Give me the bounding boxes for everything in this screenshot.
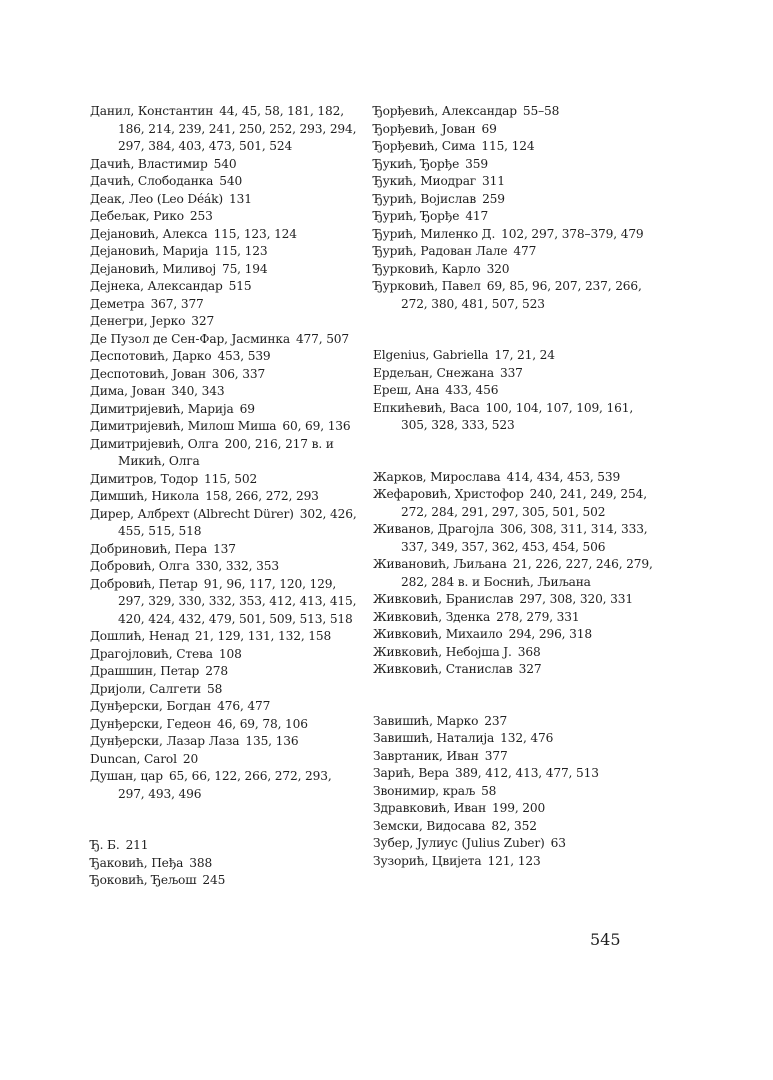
entry-name: Дунђерски, Гедеон (90, 716, 212, 731)
entry-pages: 320 (486, 261, 510, 276)
index-entry (373, 748, 653, 766)
entry-pages: 17, 21, 24 (494, 348, 555, 362)
entry-pages: 21, 129, 131, 132, 158 (194, 629, 332, 643)
entry-name: Душан, цар (90, 769, 163, 783)
entry-pages: 44, 45, 58, 181, 182, 186, 214, 239, 241, 250, 252, 293, 294, 297, 384, 403, 473, 501, 524 (118, 104, 357, 153)
index-column-left (90, 103, 360, 890)
entry-name: Ђаковић, Пеђа (90, 855, 184, 870)
letter-group-gap (373, 435, 653, 469)
entry-name: Живковић, Небојша Ј. (373, 644, 512, 659)
entry-pages: 20 (182, 751, 199, 766)
entry-name: Ђ. Б. (90, 838, 120, 852)
index-entry (90, 698, 360, 716)
entry-name: Зубер, Јулиус (Julius Zuber) (373, 836, 545, 850)
letter-group (90, 837, 360, 890)
entry-pages: 359 (465, 156, 488, 171)
index-entry (90, 313, 360, 331)
index-entry (373, 644, 653, 662)
entry-name: Зузорић, Цвијета (373, 853, 482, 868)
index-entry (373, 278, 653, 313)
entry-name: Ђурић, Војислав (373, 191, 477, 206)
letter-group-gap (373, 313, 653, 347)
index-entry (373, 730, 653, 748)
index-entry (373, 853, 653, 871)
entry-name: Ердељан, Снежана (373, 365, 494, 380)
entry-pages: 367, 377 (150, 296, 204, 311)
entry-name: Епкићевић, Васа (373, 400, 480, 415)
entry-name: Дејнека, Александар (90, 279, 223, 293)
index-entry (373, 173, 653, 191)
entry-name: Живковић, Станислав (373, 662, 513, 676)
entry-name: Завишић, Наталија (373, 731, 495, 745)
index-entry (90, 558, 360, 576)
entry-name: Деметра (90, 296, 145, 311)
entry-name: Деспотовић, Јован (90, 366, 206, 381)
index-entry (90, 173, 360, 191)
entry-pages: 540 (213, 156, 237, 171)
index-entry (90, 366, 360, 384)
index-entry (373, 591, 653, 609)
entry-name: Деак, Лео (Leo Déák) (90, 191, 224, 206)
index-entry (373, 713, 653, 731)
entry-pages: 377 (484, 748, 508, 763)
index-entry (90, 506, 360, 541)
entry-name: Завртаник, Иван (373, 748, 479, 763)
entry-name: Дејановић, Миливој (90, 261, 216, 276)
entry-pages: 63 (550, 836, 566, 850)
index-entry (90, 872, 360, 890)
entry-pages: 69 (481, 121, 497, 136)
index-entry (90, 348, 360, 366)
entry-pages: 245 (202, 873, 226, 887)
index-entry (90, 156, 360, 174)
entry-pages: 108 (218, 646, 242, 661)
index-entry (373, 243, 653, 261)
entry-name: Дима, Јован (90, 384, 166, 398)
entry-name: Дријоли, Салгети (90, 681, 201, 696)
entry-name: Здравковић, Иван (373, 801, 487, 815)
entry-pages: 55–58 (522, 104, 560, 118)
entry-name: Де Пузол де Сен-Фар, Јасминка (90, 331, 290, 346)
entry-name: Ђукић, Ђорђе (373, 156, 460, 171)
entry-pages: 82, 352 (491, 818, 537, 833)
entry-name: Живковић, Михаило (373, 627, 503, 641)
entry-pages: 58 (206, 681, 223, 696)
index-entry (90, 191, 360, 209)
index-entry (373, 521, 653, 556)
entry-pages: 368 (517, 644, 541, 659)
entry-name: Драгојловић, Стева (90, 646, 213, 661)
entry-pages: 477, 507 (295, 331, 350, 346)
entry-pages: 311 (482, 174, 505, 188)
entry-pages: 278, 279, 331 (496, 609, 580, 624)
entry-name: Дунђерски, Богдан (90, 699, 212, 713)
index-entry (373, 556, 653, 591)
index-entry (90, 226, 360, 244)
entry-pages: 337 (499, 365, 523, 380)
letter-group (373, 713, 653, 871)
entry-name: Дебељак, Рико (90, 209, 184, 223)
index-entry (373, 261, 653, 279)
index-entry (373, 347, 653, 365)
index-entry (90, 331, 360, 349)
entry-name: Земски, Видосава (373, 818, 486, 833)
entry-name: Димшић, Никола (90, 489, 200, 503)
index-entry (373, 191, 653, 209)
entry-name: Ђукић, Миодраг (373, 174, 477, 188)
index-entry (90, 383, 360, 401)
index-entry (373, 783, 653, 801)
entry-pages: 278 (205, 664, 228, 678)
letter-group-gap (90, 803, 360, 837)
entry-pages: 294, 296, 318 (508, 627, 592, 641)
entry-name: Жефаровић, Христофор (373, 487, 524, 501)
index-entry (90, 208, 360, 226)
index-entry (373, 626, 653, 644)
entry-name: Добровић, Олга (90, 559, 190, 573)
entry-pages: 131 (229, 191, 252, 206)
entry-pages: 297, 308, 320, 331 (519, 592, 633, 606)
entry-pages: 115, 123, 124 (213, 226, 297, 241)
entry-pages: 65, 66, 122, 266, 272, 293, 297, 493, 496 (118, 769, 332, 801)
entry-pages: 100, 104, 107, 109, 161, 305, 328, 333, 523 (401, 400, 634, 432)
entry-name: Живковић, Зденка (373, 609, 491, 624)
entry-pages: 200, 216, 217 в. и Микић, Олга (118, 436, 334, 468)
index-entry (373, 103, 653, 121)
index-entry (373, 765, 653, 783)
entry-pages: 69 (239, 401, 255, 416)
letter-group (373, 347, 653, 435)
index-entry (90, 751, 360, 769)
entry-name: Дунђерски, Лазар Лаза (90, 734, 240, 748)
entry-name: Димитријевић, Милош Миша (90, 419, 277, 433)
index-entry (90, 436, 360, 471)
entry-name: Ђорђевић, Сима (373, 139, 476, 153)
entry-pages: 340, 343 (171, 384, 225, 398)
entry-name: Димитријевић, Олга (90, 436, 219, 451)
entry-pages: 58 (481, 783, 497, 798)
index-entry (90, 716, 360, 734)
entry-pages: 389, 412, 413, 477, 513 (454, 766, 599, 780)
index-entry (373, 469, 653, 487)
entry-pages: 199, 200 (492, 801, 546, 815)
index-entry (90, 541, 360, 559)
entry-name: Добриновић, Пера (90, 541, 208, 556)
entry-pages: 240, 241, 249, 254, 272, 284, 291, 297, 305, 501, 502 (401, 487, 647, 519)
entry-pages: 327 (518, 662, 542, 676)
index-entry (373, 226, 653, 244)
index-entry (90, 278, 360, 296)
entry-name: Живановић, Љиљана (373, 557, 507, 571)
entry-pages: 306, 308, 311, 314, 333, 337, 349, 357, 362, 453, 454, 506 (401, 522, 648, 554)
entry-name: Данил, Константин (90, 104, 214, 118)
letter-group-gap (373, 679, 653, 713)
entry-name: Димитров, Тодор (90, 471, 198, 486)
index-entry (373, 800, 653, 818)
index-entry (90, 681, 360, 699)
index-entry (90, 768, 360, 803)
entry-name: Денегри, Јерко (90, 314, 186, 328)
entry-name: Duncan, Carol (90, 751, 177, 766)
index-entry (90, 261, 360, 279)
index-entry (373, 661, 653, 679)
entry-name: Добровић, Петар (90, 576, 198, 591)
index-entry (373, 609, 653, 627)
index-entry (90, 296, 360, 314)
index-entry (373, 486, 653, 521)
entry-name: Ђорђевић, Јован (373, 121, 476, 136)
entry-name: Драшшин, Петар (90, 664, 200, 678)
entry-pages: 21, 226, 227, 246, 279, 282, 284 в. и Боснић, Љиљана (401, 557, 653, 589)
index-column-right (373, 103, 653, 870)
entry-pages: 417 (465, 209, 489, 223)
entry-name: Ђорђевић, Александар (373, 104, 517, 118)
index-entry (90, 471, 360, 489)
index-entry (90, 628, 360, 646)
entry-pages: 135, 136 (245, 734, 299, 748)
entry-pages: 46, 69, 78, 106 (217, 716, 308, 731)
entry-name: Ђурић, Радован Лале (373, 244, 508, 258)
index-entry (90, 418, 360, 436)
index-entry (90, 855, 360, 873)
entry-pages: 540 (219, 174, 243, 188)
index-entry (90, 243, 360, 261)
letter-group (90, 103, 360, 803)
index-entry (90, 646, 360, 664)
entry-name: Дејановић, Марија (90, 244, 209, 258)
entry-name: Elgenius, Gabriella (373, 348, 489, 362)
entry-pages: 388 (189, 855, 213, 870)
entry-pages: 476, 477 (217, 699, 271, 713)
entry-name: Живанов, Драгојла (373, 522, 494, 536)
entry-pages: 453, 539 (217, 349, 271, 363)
index-entry (90, 663, 360, 681)
entry-name: Ереш, Ана (373, 383, 440, 397)
entry-pages: 515 (228, 279, 252, 293)
entry-pages: 253 (189, 209, 213, 223)
letter-group (373, 469, 653, 679)
entry-pages: 121, 123 (487, 853, 541, 868)
entry-pages: 75, 194 (221, 261, 268, 276)
entry-pages: 115, 502 (204, 471, 258, 486)
entry-name: Дејановић, Алекса (90, 226, 208, 241)
entry-pages: 302, 426, 455, 515, 518 (118, 506, 357, 538)
index-entry (373, 382, 653, 400)
entry-name: Дошлић, Ненад (90, 629, 189, 643)
entry-name: Ђурковић, Павел (373, 279, 481, 293)
index-entry (90, 401, 360, 419)
entry-name: Ђоковић, Ђељош (90, 873, 197, 887)
entry-pages: 102, 297, 378–379, 479 (501, 226, 644, 241)
entry-pages: 477 (513, 244, 537, 258)
index-entry (373, 156, 653, 174)
entry-pages: 91, 96, 117, 120, 129, 297, 329, 330, 332, 353, 412, 413, 415, 420, 424, 432, 479, 501, 509, 513, 518 (118, 576, 357, 626)
entry-name: Ђурић, Миленко Д. (373, 226, 496, 241)
entry-pages: 137 (213, 541, 236, 556)
index-entry (373, 121, 653, 139)
entry-pages: 414, 434, 453, 539 (506, 469, 621, 484)
entry-name: Ђурковић, Карло (373, 261, 481, 276)
entry-pages: 211 (125, 838, 149, 852)
entry-pages: 237 (484, 713, 508, 728)
index-entry (90, 103, 360, 156)
entry-pages: 306, 337 (212, 366, 266, 381)
index-entry (90, 837, 360, 855)
entry-pages: 69, 85, 96, 207, 237, 266, 272, 380, 481, 507, 523 (401, 279, 642, 311)
entry-name: Звонимир, краљ (373, 783, 476, 798)
index-entry (373, 835, 653, 853)
index-entry (373, 818, 653, 836)
index-entry (373, 400, 653, 435)
letter-group (373, 103, 653, 313)
index-entry (373, 208, 653, 226)
entry-pages: 327 (191, 314, 215, 328)
entry-name: Дачић, Властимир (90, 156, 208, 171)
entry-name: Деспотовић, Дарко (90, 349, 212, 363)
entry-name: Жарков, Мирослава (373, 469, 501, 484)
entry-name: Дирер, Албрехт (Albrecht Dürer) (90, 506, 294, 521)
entry-name: Димитријевић, Марија (90, 401, 234, 416)
entry-pages: 330, 332, 353 (195, 559, 279, 573)
entry-name: Зарић, Вера (373, 766, 449, 780)
entry-name: Дачић, Слободанка (90, 174, 214, 188)
entry-pages: 433, 456 (445, 383, 499, 397)
entry-name: Завишић, Марко (373, 713, 479, 728)
entry-name: Живковић, Бранислав (373, 592, 514, 606)
index-entry (90, 733, 360, 751)
index-entry (373, 138, 653, 156)
entry-pages: 115, 123 (214, 244, 268, 258)
index-entry (90, 488, 360, 506)
entry-name: Ђурић, Ђорђе (373, 209, 460, 223)
entry-pages: 158, 266, 272, 293 (205, 489, 319, 503)
index-entry (90, 576, 360, 629)
page-number: 545 (590, 930, 621, 949)
entry-pages: 259 (482, 191, 505, 206)
entry-pages: 132, 476 (500, 731, 554, 745)
index-entry (373, 365, 653, 383)
entry-pages: 115, 124 (481, 139, 535, 153)
entry-pages: 60, 69, 136 (282, 419, 351, 433)
